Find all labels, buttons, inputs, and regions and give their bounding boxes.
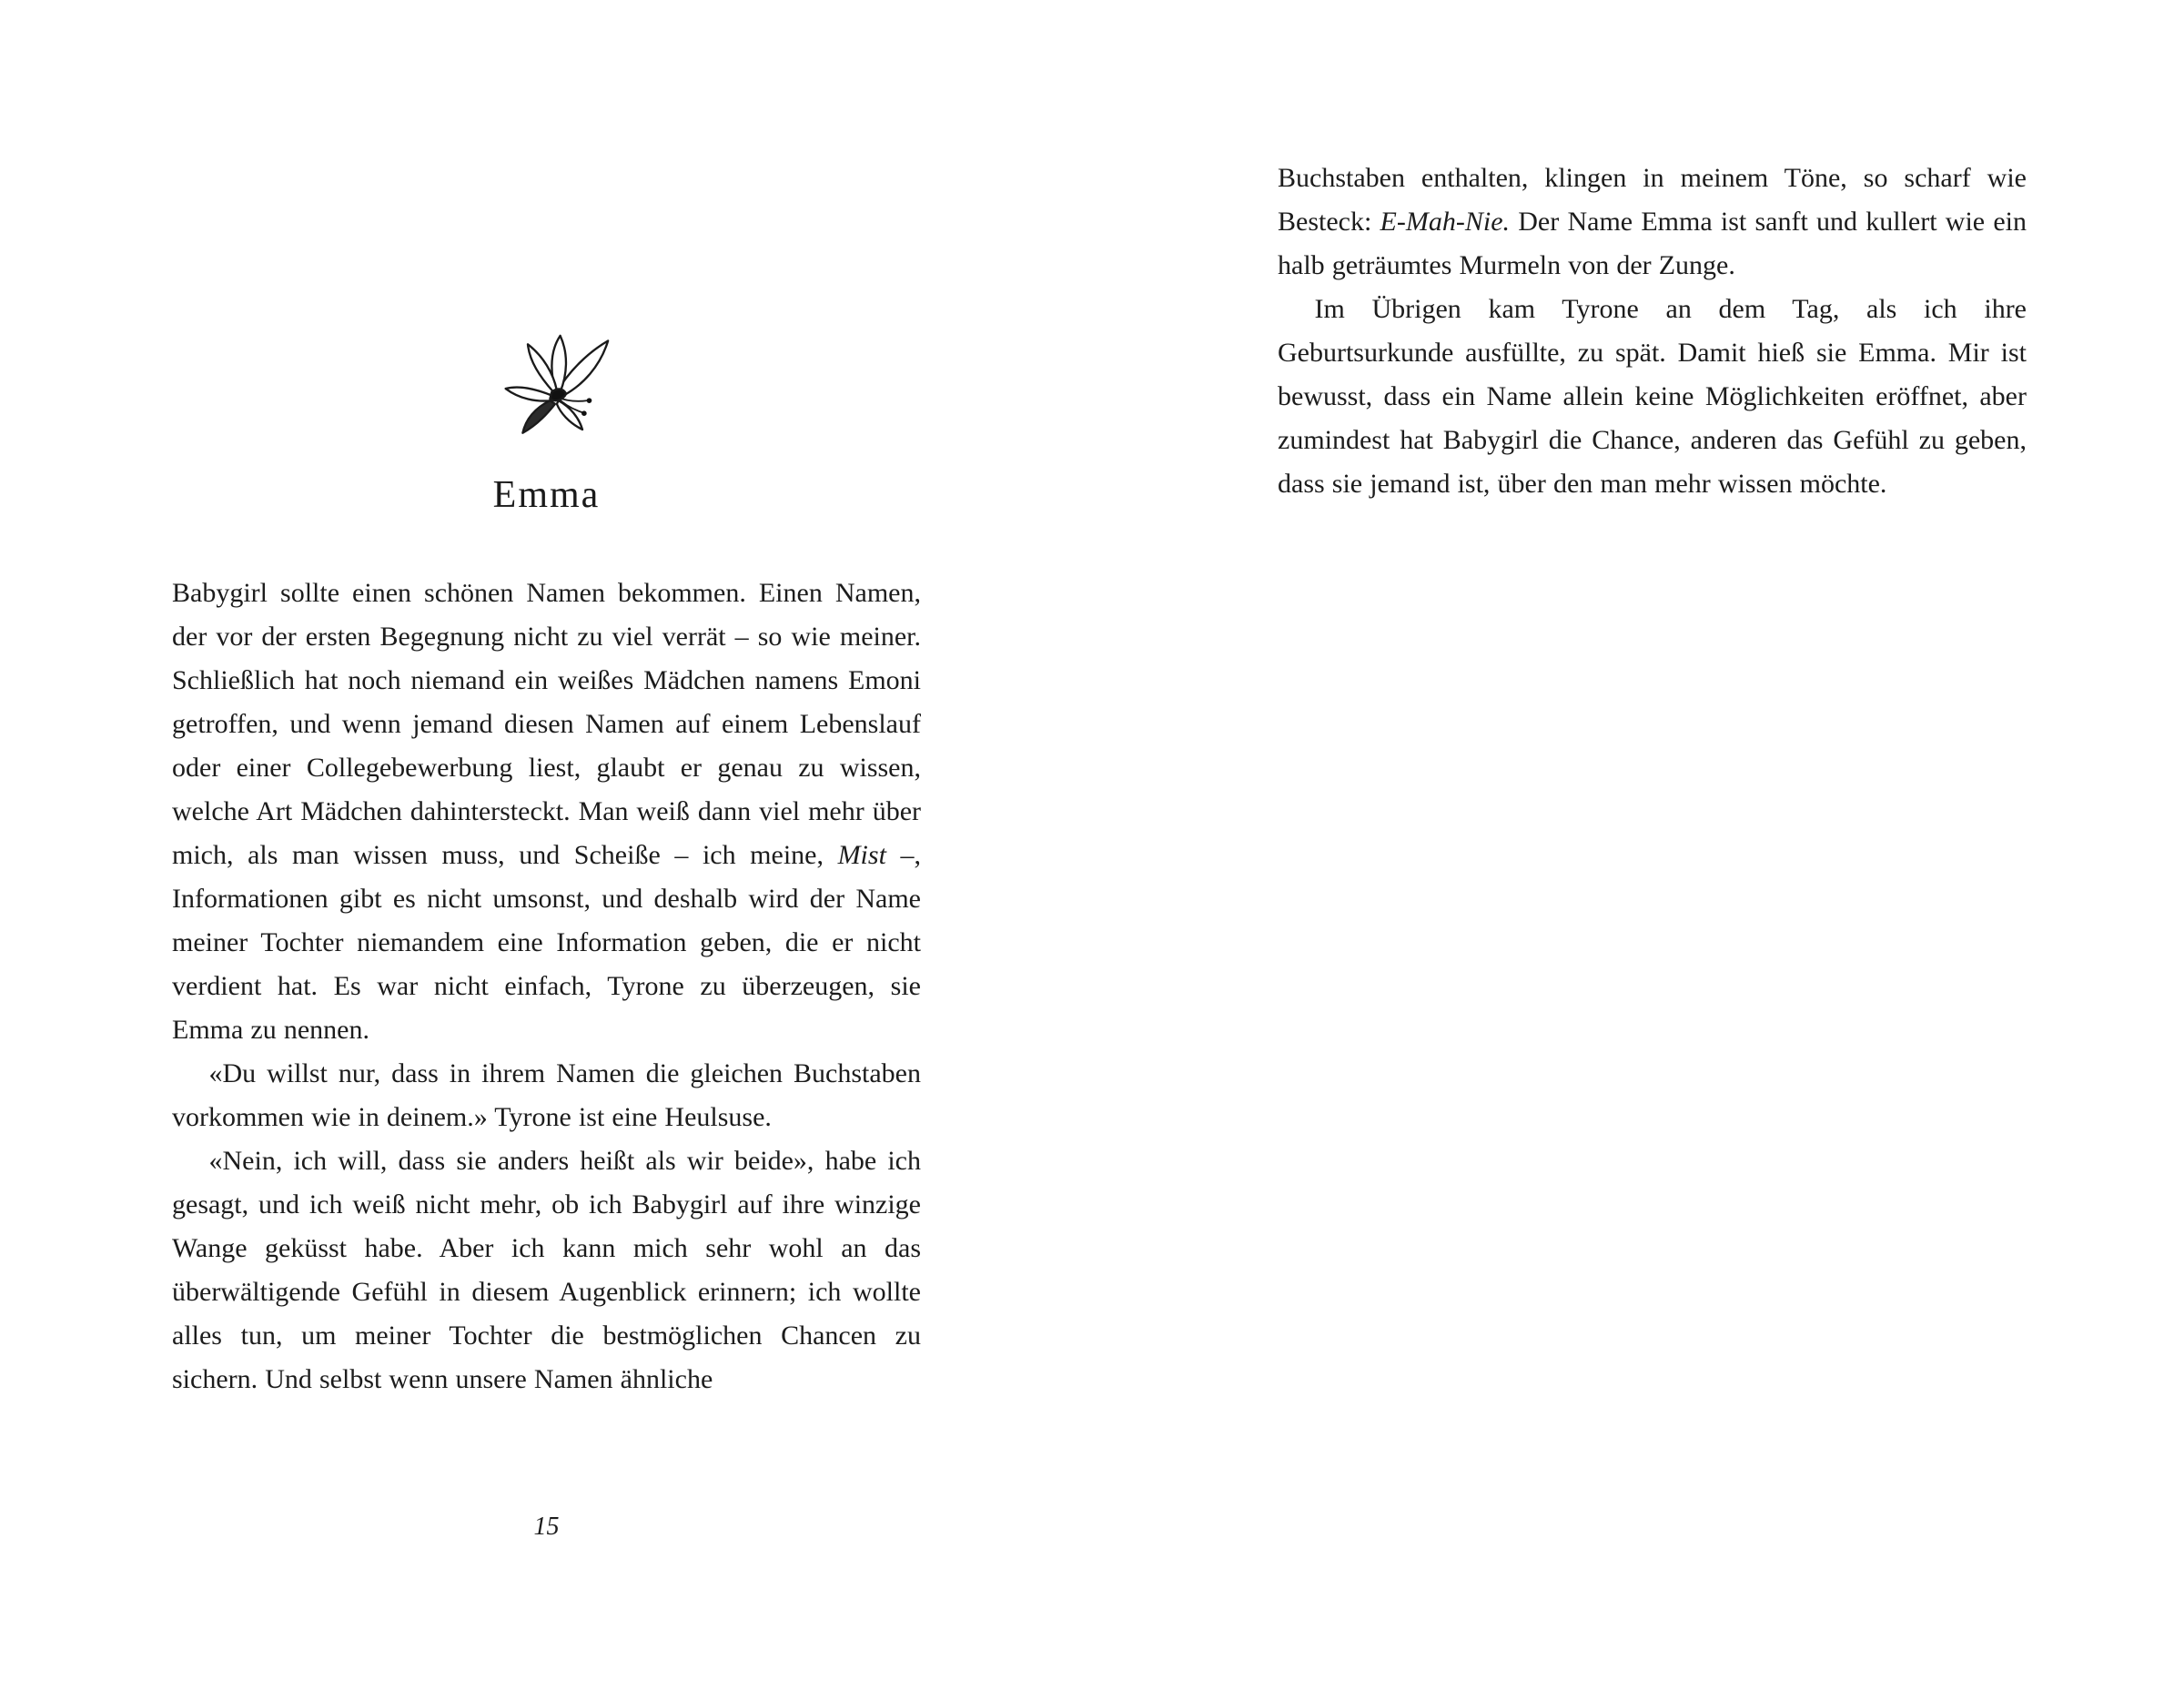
page-number: 15	[533, 1513, 560, 1541]
left-page	[172, 0, 921, 1700]
right-page-body	[1278, 157, 2027, 506]
paragraph: Babygirl sollte einen schönen Namen bekommen. Einen Namen, der vor der ersten Begegnung nicht zu viel verrät – so wie meiner. Schließlich hat noch niemand ein weißes Mädchen namens Emoni getroffen, und wenn jemand diesen Namen auf einem Lebenslauf oder einer Collegebewerbung liest, glaubt er genau zu wissen, welche Art Mädchen dahintersteckt. Man weiß dann viel mehr über mich, als man wissen muss, und Scheiße – ich meine, Mist –, Informationen gibt es nicht umsonst, und deshalb wird der Name meiner Tochter niemandem eine Information geben, die er nicht verdient hat. Es war nicht einfach, Tyrone zu überzeugen, sie Emma zu nennen.	[172, 578, 921, 1045]
lily-flower-icon	[487, 328, 623, 450]
paragraph: Buchstaben enthalten, klingen in meinem Töne, so scharf wie Besteck: E-Mah-Nie. Der Name Emma ist sanft und kullert wie ein halb geträumtes Murmeln von der Zunge.	[1278, 163, 2027, 280]
paragraph: Im Übrigen kam Tyrone an dem Tag, als ich ihre Geburtsurkunde ausfüllte, zu spät. Damit hieß sie Emma. Mir ist bewusst, dass ein Name allein keine Möglichkeiten eröffnet, aber zumindest hat Babygirl die Chance, anderen das Gefühl zu geben, dass sie jemand ist, über den man mehr wissen möchte.	[1278, 294, 2027, 499]
paragraph: «Nein, ich will, dass sie anders heißt als wir beide», habe ich gesagt, und ich weiß nicht mehr, ob ich Babygirl auf ihre winzige Wange geküsst habe. Aber ich kann mich sehr wohl an das überwältigende Gefühl in diesem Augenblick erinnern; ich wollte alles tun, um meiner Tochter die bestmöglichen Chancen zu sichern. Und selbst wenn unsere Namen ähnliche	[172, 1146, 921, 1394]
paragraph: «Du willst nur, dass in ihrem Namen die gleichen Buchstaben vorkommen wie in deinem.» Tyrone ist eine Heulsuse.	[172, 1058, 921, 1132]
chapter-title: Emma	[492, 474, 601, 516]
left-page-body	[172, 572, 921, 1401]
right-page	[1278, 0, 2027, 1700]
